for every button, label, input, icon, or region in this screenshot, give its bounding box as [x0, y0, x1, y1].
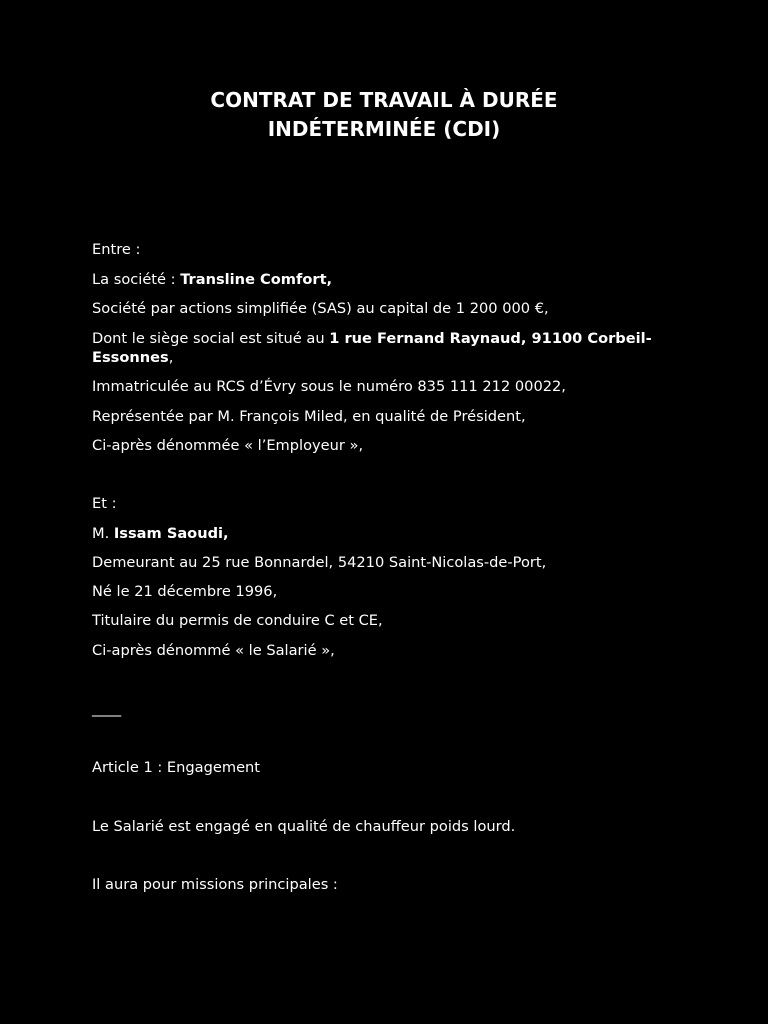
missions-intro: Il aura pour missions principales :: [92, 876, 338, 893]
salarie-name: Issam Saoudi,: [113, 525, 229, 542]
naissance-line: Né le 21 décembre 1996,: [92, 583, 278, 600]
demeurant-line: Demeurant au 25 rue Bonnardel, 54210 Saint-Nicolas-de-Port,: [92, 554, 547, 571]
et-label: Et :: [92, 495, 117, 512]
salarie-line: [92, 524, 652, 543]
societe-prefix: La société :: [92, 271, 181, 288]
article-1-text: Le Salarié est engagé en qualité de chauffeur poids lourd.: [92, 818, 516, 835]
salarie-prefix: M.: [92, 525, 114, 542]
article-1-title: Article 1 : Engagement: [92, 759, 261, 776]
document-title: [0, 86, 768, 144]
permis-line: Titulaire du permis de conduire C et CE,: [92, 612, 383, 629]
siege-prefix: Dont le siège social est situé au: [92, 330, 330, 347]
siege-address: 1 rue Fernand Raynaud, 91100 Corbeil-Essonnes: [92, 330, 652, 366]
representant-line: Représentée par M. François Miled, en qualité de Président,: [92, 408, 526, 425]
rcs-line: Immatriculée au RCS d’Évry sous le numéro 835 111 212 00022,: [92, 378, 566, 395]
societe-name: Transline Comfort,: [180, 271, 333, 288]
separator: ____: [92, 700, 122, 717]
title-line-1: CONTRAT DE TRAVAIL À DURÉE: [210, 88, 558, 112]
employeur-line: Ci-après dénommée « l’Employeur »,: [92, 437, 364, 454]
siege-suffix: ,: [168, 349, 174, 366]
societe-line: [92, 270, 652, 289]
forme-line: Société par actions simplifiée (SAS) au capital de 1 200 000 €,: [92, 300, 549, 317]
title-line-2: INDÉTERMINÉE (CDI): [267, 117, 501, 141]
salarie-denomme-line: Ci-après dénommé « le Salarié »,: [92, 642, 335, 659]
siege-line: [92, 329, 652, 367]
entre-label: Entre :: [92, 241, 141, 258]
